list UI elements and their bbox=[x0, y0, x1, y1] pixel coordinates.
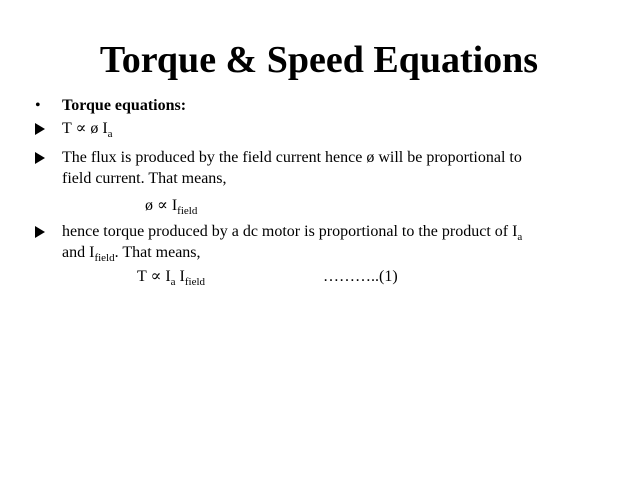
flux-paragraph-line2: field current. That means, bbox=[62, 170, 227, 187]
flux-field-relation bbox=[145, 196, 197, 216]
torque-paragraph-means: . That means, bbox=[114, 244, 201, 261]
bullet-dot: • bbox=[35, 97, 41, 114]
torque-paragraph-line2 bbox=[62, 243, 201, 263]
field-subscript: field bbox=[184, 276, 206, 288]
torque-paragraph-text: hence torque produced by a dc motor is proportional to the product of I bbox=[62, 223, 518, 240]
torque-equation-1 bbox=[137, 267, 205, 287]
flux-field-text: ø ∝ I bbox=[145, 197, 178, 214]
armature-subscript: a bbox=[517, 231, 523, 243]
arrow-bullet-icon bbox=[35, 123, 45, 135]
field-subscript: field bbox=[177, 205, 198, 217]
torque-paragraph-line1 bbox=[62, 222, 522, 242]
equation-reference-number: ………..(1) bbox=[323, 268, 398, 285]
flux-paragraph-line1: The flux is produced by the field current hence ø will be proportional to bbox=[62, 149, 522, 166]
torque-flux-text: T ∝ ø I bbox=[62, 120, 108, 137]
torque-equations-heading: Torque equations: bbox=[62, 97, 187, 114]
field-subscript: field bbox=[94, 252, 115, 264]
torque-equation-part2: I bbox=[175, 268, 185, 285]
slide-title: Torque & Speed Equations bbox=[99, 39, 539, 81]
torque-flux-relation bbox=[62, 119, 113, 139]
armature-subscript: a bbox=[107, 128, 113, 140]
arrow-bullet-icon bbox=[35, 226, 45, 238]
torque-equation-part1: T ∝ I bbox=[137, 268, 171, 285]
arrow-bullet-icon bbox=[35, 152, 45, 164]
torque-paragraph-and: and I bbox=[62, 244, 95, 261]
armature-subscript: a bbox=[170, 276, 176, 288]
